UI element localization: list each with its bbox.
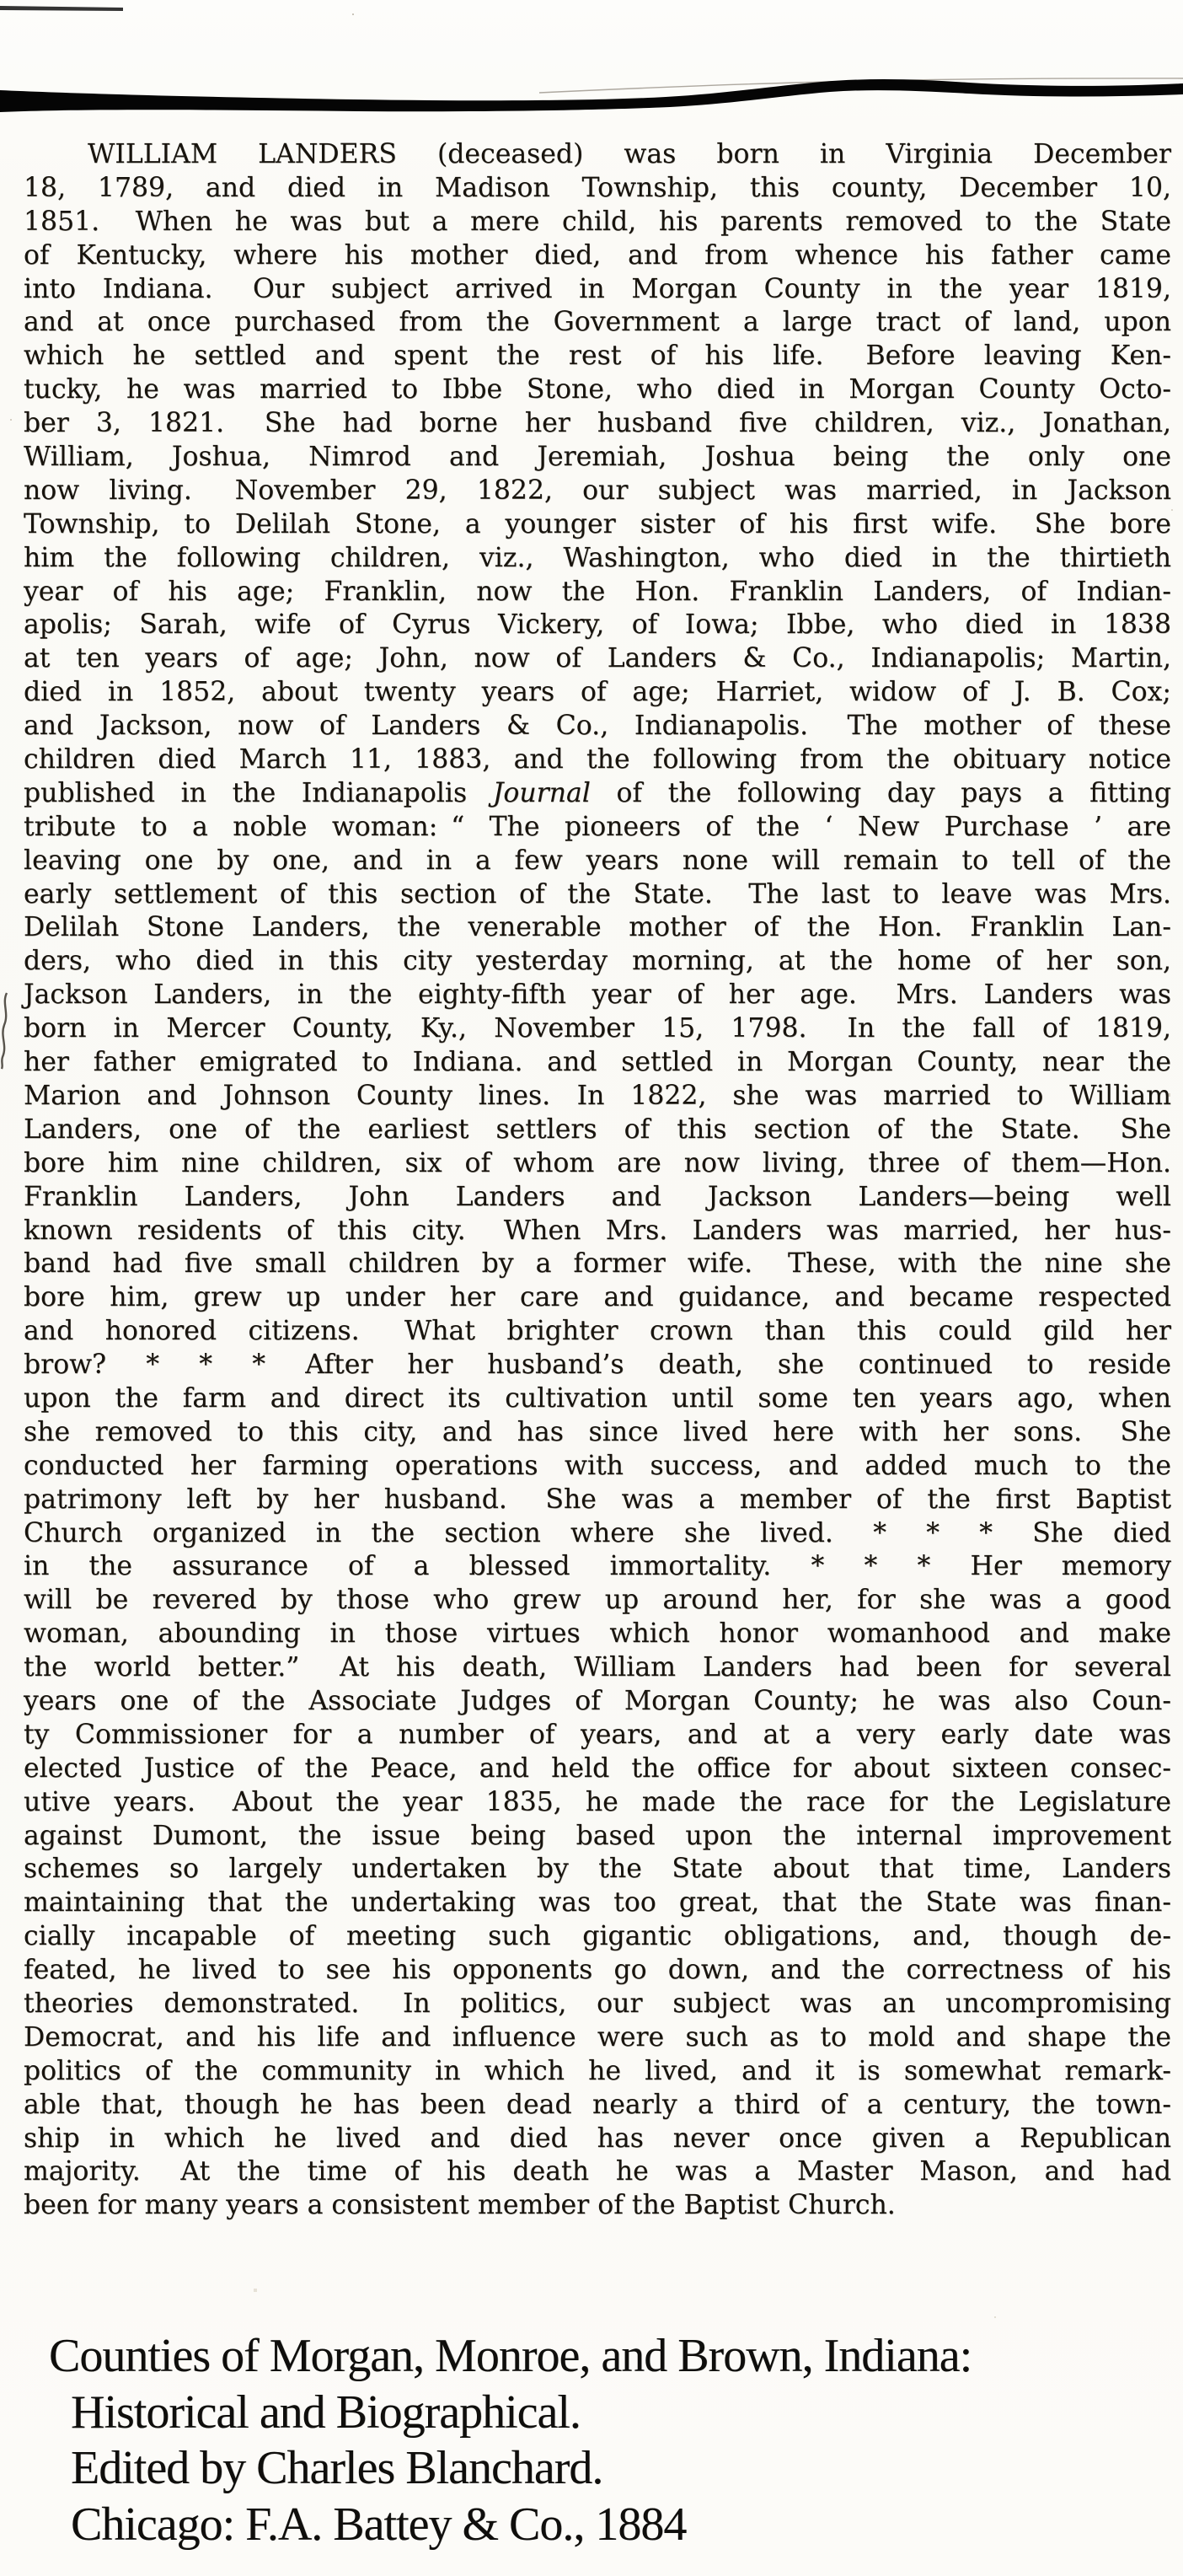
text-line: WILLIAM LANDERS (deceased) was born in Virginia December — [88, 139, 1171, 169]
text-line: patrimony left by her husband. She was a member of the first Baptist — [24, 1484, 1171, 1515]
text-line: brow? * * * After her husband’s death, she continued to reside — [24, 1350, 1171, 1381]
text-line: Franklin Landers, John Landers and Jackson Landers—being well — [24, 1181, 1171, 1212]
text-line: Marion and Johnson County lines. In 1822, she was married to William — [24, 1080, 1171, 1111]
scan-streak-top-left — [0, 6, 123, 11]
text-line: which he settled and spent the rest of his life. Before leaving Ken- — [24, 341, 1171, 372]
text-line: band had five small children by a former wife. These, with the nine she — [24, 1248, 1171, 1280]
citation-block — [49, 2328, 1161, 2552]
paper-specks — [0, 0, 2, 2]
text-line: of Kentucky, where his mother died, and from whence his father came — [24, 239, 1171, 271]
text-line: and Jackson, now of Landers & Co., Indianapolis. The mother of these — [24, 711, 1171, 742]
margin-mark-artifact — [0, 991, 13, 1071]
text-line: at ten years of age; John, now of Landers & Co., Indianapolis; Martin, — [24, 643, 1171, 674]
text-line: bore him nine children, six of whom are now living, three of them—Hon. — [24, 1147, 1171, 1178]
text-line: 18, 1789, and died in Madison Township, this county, December 10, — [24, 172, 1171, 203]
text-line: upon the farm and direct its cultivation until some ten years ago, when — [24, 1382, 1171, 1414]
text-line: ders, who died in this city yesterday morning, at the home of her son, — [24, 946, 1171, 977]
text-line: ber 3, 1821. She had borne her husband five children, viz., Jonathan, — [24, 408, 1171, 439]
text-line: bore him, grew up under her care and guidance, and became respected — [24, 1282, 1171, 1313]
text-line: politics of the community in which he lived, and it is somewhat remark- — [24, 2055, 1171, 2086]
text-line: born in Mercer County, Ky., November 15, 1798. In the fall of 1819, — [24, 1013, 1171, 1044]
text-line: woman, abounding in those virtues which honor womanhood and make — [24, 1618, 1171, 1650]
text-line: elected Justice of the Peace, and held the office for about sixteen consec- — [24, 1752, 1171, 1784]
citation-line: Historical and Biographical. — [71, 2385, 581, 2439]
text-line: the world better.” At his death, William Landers had been for several — [24, 1652, 1171, 1683]
text-line: tribute to a noble woman: “ The pioneers of the ‘ New Purchase ’ are — [24, 811, 1171, 842]
text-line: published in the Indianapolis Journal of the following day pays a fitting — [24, 777, 1171, 808]
text-line: years one of the Associate Judges of Morgan County; he was also Coun- — [24, 1685, 1171, 1716]
text-line: Church organized in the section where she lived. * * * She died — [24, 1517, 1171, 1548]
scan-line-main — [0, 79, 1183, 112]
text-line: died in 1852, about twenty years of age; Harriet, widow of J. B. Cox; — [24, 677, 1171, 708]
text-line: now living. November 29, 1822, our subject was married, in Jackson — [24, 475, 1171, 506]
text-line: leaving one by one, and in a few years none will remain to tell of the — [24, 845, 1171, 876]
text-line: year of his age; Franklin, now the Hon. Franklin Landers, of Indian- — [24, 576, 1171, 607]
text-line: apolis; Sarah, wife of Cyrus Vickery, of Iowa; Ibbe, who died in 1838 — [24, 609, 1171, 641]
scan-edge-artifact — [0, 0, 1183, 148]
text-line: and at once purchased from the Government a large tract of land, upon — [24, 307, 1171, 338]
text-line: ship in which he lived and died has never once given a Republican — [24, 2123, 1171, 2154]
text-line: known residents of this city. When Mrs. Landers was married, her hus- — [24, 1215, 1171, 1246]
citation-line: Counties of Morgan, Monroe, and Brown, Indiana: — [49, 2330, 972, 2382]
text-line: Township, to Delilah Stone, a younger sister of his first wife. She bore — [24, 508, 1171, 539]
text-line: will be revered by those who grew up around her, for she was a good — [24, 1585, 1171, 1616]
citation-line: Chicago: F.A. Battey & Co., 1884 — [71, 2498, 687, 2551]
text-line: children died March 11, 1883, and the following from the obituary notice — [24, 744, 1171, 775]
text-line: Delilah Stone Landers, the venerable mother of the Hon. Franklin Lan- — [24, 912, 1171, 943]
citation-line: Edited by Charles Blanchard. — [71, 2442, 603, 2494]
text-line: theories demonstrated. In politics, our subject was an uncompromising — [24, 1988, 1171, 2019]
text-line: utive years. About the year 1835, he made the race for the Legislature — [24, 1786, 1171, 1817]
text-line: Jackson Landers, in the eighty-fifth year of her age. Mrs. Landers was — [24, 979, 1171, 1011]
text-line: her father emigrated to Indiana. and settled in Morgan County, near the — [24, 1047, 1171, 1078]
text-line: able that, though he has been dead nearly a third of a century, the town- — [24, 2089, 1171, 2120]
text-line: cially incapable of meeting such gigantic obligations, and, though de- — [24, 1921, 1171, 1952]
text-line: been for many years a consistent member of the Baptist Church. — [24, 2190, 896, 2221]
text-line: him the following children, viz., Washington, who died in the thirtieth — [24, 542, 1171, 573]
text-line: early settlement of this section of the State. The last to leave was Mrs. — [24, 878, 1171, 910]
text-line: she removed to this city, and has since lived here with her sons. She — [24, 1416, 1171, 1447]
text-line: conducted her farming operations with success, and added much to the — [24, 1450, 1171, 1481]
text-line: feated, he lived to see his opponents go down, and the correctness of his — [24, 1955, 1171, 1986]
body-text — [24, 138, 1171, 2223]
text-line: against Dumont, the issue being based upon the internal improvement — [24, 1820, 1171, 1851]
text-line: William, Joshua, Nimrod and Jeremiah, Joshua being the only one — [24, 442, 1171, 473]
text-line: tucky, he was married to Ibbe Stone, who died in Morgan County Octo- — [24, 374, 1171, 405]
text-line: majority. At the time of his death he was a Master Mason, and had — [24, 2156, 1171, 2187]
text-line: Landers, one of the earliest settlers of this section of the State. She — [24, 1114, 1171, 1145]
text-line: in the assurance of a blessed immortality. * * * Her memory — [24, 1551, 1171, 1582]
text-line: schemes so largely undertaken by the State about that time, Landers — [24, 1854, 1171, 1885]
text-line: maintaining that the undertaking was too great, that the State was finan- — [24, 1887, 1171, 1919]
text-line: 1851. When he was but a mere child, his parents removed to the State — [24, 206, 1171, 237]
text-line: Democrat, and his life and influence were such as to mold and shape the — [24, 2021, 1171, 2053]
text-line: ty Commissioner for a number of years, and at a very early date was — [24, 1719, 1171, 1750]
text-line: into Indiana. Our subject arrived in Morgan County in the year 1819, — [24, 273, 1171, 304]
text-line: and honored citizens. What brighter crown than this could gild her — [24, 1316, 1171, 1347]
